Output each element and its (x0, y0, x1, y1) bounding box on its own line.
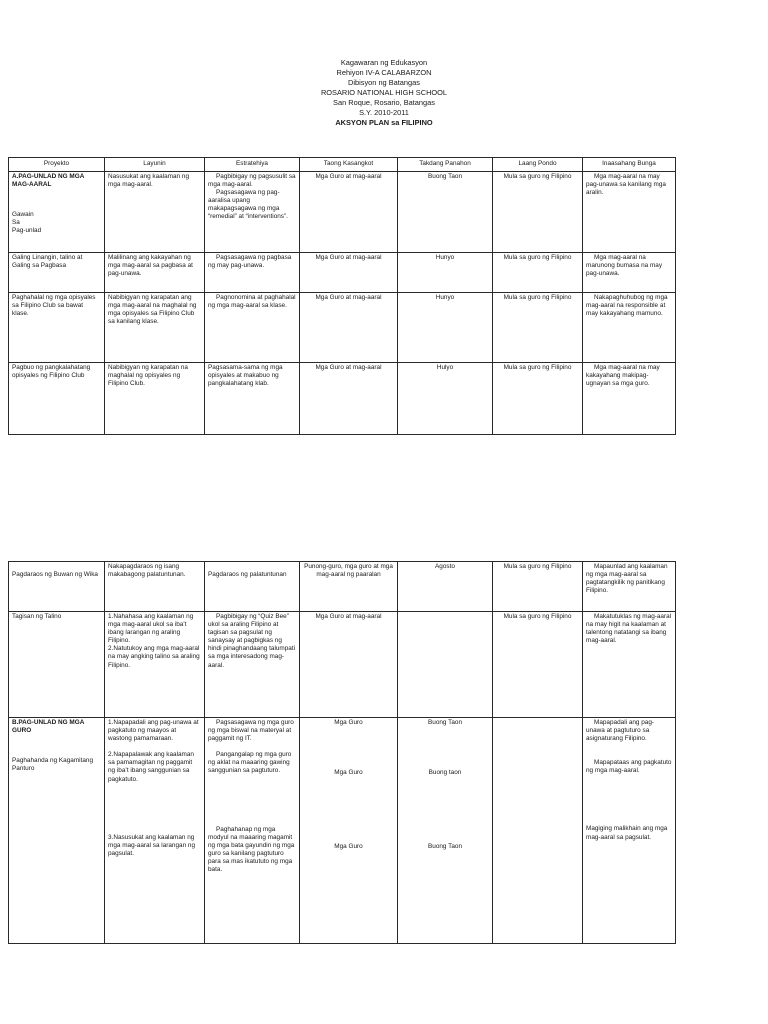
table-row (9, 293, 676, 363)
cell-laang-pondo: Mula sa guro ng Filipino (493, 293, 583, 363)
cell-estratehiya: Pagsasama-sama ng mga opisyales at makabuo ng pangkalahatang klab. (205, 363, 300, 435)
col-header-inaasahang-bunga: Inaasahang Bunga (583, 158, 676, 172)
cell-inaasahang-bunga: Mga mag-aaral na marunong bumasa na may pag-unawa. (583, 253, 676, 293)
table-row (9, 718, 676, 944)
division-line: Dibisyon ng Batangas (348, 78, 420, 87)
cell-takdang-panahon: Hunyo (398, 253, 493, 293)
cell-layunin: Nabibigyan ng karapatan na maghalal ng opisyales ng Filipino Club. (105, 363, 205, 435)
cell-layunin: Malilinang ang kakayahan ng mga mag-aaral sa pagbasa at pag-unawa. (105, 253, 205, 293)
cell-proyekto: Pagdaraos ng Buwan ng Wika (9, 562, 105, 612)
cell-proyekto: Paghahalal ng mga opisyales sa Filipino Club sa bawat klase. (9, 293, 105, 363)
table-row (9, 562, 676, 612)
cell-proyekto: Pagbuo ng pangkalahatang opisyales ng Filipino Club (9, 363, 105, 435)
cell-taong-kasangkot: Mga Guro at mag-aaral (300, 253, 398, 293)
cell-inaasahang-bunga: Mga mag-aaral na may kakayahang makipag-ugnayan sa mga guro. (583, 363, 676, 435)
table-row (9, 253, 676, 293)
col-header-estratehiya: Estratehiya (205, 158, 300, 172)
cell-laang-pondo: Mula sa guro ng Filipino (493, 562, 583, 612)
cell-taong-kasangkot: Mga Guro at mag-aaral (300, 363, 398, 435)
school-address: San Roque, Rosario, Batangas (333, 98, 435, 107)
cell-layunin: Nasusukat ang kaalaman ng mga mag-aaral. (105, 172, 205, 253)
cell-laang-pondo: Mula sa guro ng Filipino (493, 253, 583, 293)
col-header-proyekto: Proyekto (9, 158, 105, 172)
table-header-row (9, 158, 676, 172)
action-plan-table-1 (8, 157, 676, 435)
cell-laang-pondo: Mula sa guro ng Filipino (493, 172, 583, 253)
cell-estratehiya: Pagbibigay ng “Quiz Bee” ukol sa araling Filipino at tagisan sa pagsulat ng sanaysay at pagbigkas ng hindi pinaghandaang talumpati sa mga interesadong mag-aaral. (205, 612, 300, 718)
cell-layunin: Nakapagdaraos ng isang makabagong palatuntunan. (105, 562, 205, 612)
cell-proyekto: Tagisan ng Talino (9, 612, 105, 718)
col-header-laang-pondo: Laang Pondo (493, 158, 583, 172)
cell-estratehiya: Pagsasagawa ng pagbasa ng may pag-unawa. (205, 253, 300, 293)
cell-takdang-panahon: Hulyo (398, 363, 493, 435)
action-plan-table-2 (8, 561, 676, 944)
cell-taong-kasangkot: Punong-guro, mga guro at mga mag-aaral ng paaralan (300, 562, 398, 612)
cell-inaasahang-bunga: Mapapadali ang pag-unawa at pagtuturo sa asignaturang Filipino. Mapapataas ang pagkatuto ng mga mag-aaral. Magiging malikhain ang mga mag-aaral sa pagsulat. (583, 718, 676, 944)
region-line: Rehiyon IV-A CALABARZON (336, 68, 432, 77)
school-name: ROSARIO NATIONAL HIGH SCHOOL (320, 88, 448, 97)
cell-layunin: 1.Nahahasa ang kaalaman ng mga mag-aaral ukol sa iba’t ibang larangan ng araling Filipino. 2.Natutukoy ang mga mag-aaral na may angking talino sa araling Filipino. (105, 612, 205, 718)
cell-takdang-panahon: Hunyo (398, 293, 493, 363)
cell-proyekto: B.PAG-UNLAD NG MGA GURO Paghahanda ng Kagamitang Panturo (9, 718, 105, 944)
cell-taong-kasangkot: Mga Guro at mag-aaral (300, 172, 398, 253)
table-row (9, 612, 676, 718)
cell-takdang-panahon: Buong Taon Buong taon Buong Taon (398, 718, 493, 944)
cell-takdang-panahon (398, 612, 493, 718)
cell-laang-pondo (493, 718, 583, 944)
cell-layunin: 1.Napapadali ang pag-unawa at pagkatuto ng maayos at wastong pamamaraan. 2.Napapalawak ang kaalaman sa pamamagitan ng paggamit ng iba’t ibang sanggunian sa pagkatuto. 3.Nasusukat ang kaalaman ng mga mag-aaral sa larangan ng pagsulat. (105, 718, 205, 944)
cell-inaasahang-bunga: Mga mag-aaral na may pag-unawa sa kanilang mga aralin. (583, 172, 676, 253)
department-line: Kagawaran ng Edukasyon (340, 58, 428, 67)
cell-estratehiya: Pagbibigay ng pagsusulit sa mga mag-aaral. Pagsasagawa ng pag-aaralisa upang makapagsagawa ng mga “remedial” at “interventions”. (205, 172, 300, 253)
school-year: S.Y. 2010-2011 (359, 108, 409, 117)
cell-takdang-panahon: Buong Taon (398, 172, 493, 253)
col-header-taong-kasangkot: Taong Kasangkot (300, 158, 398, 172)
cell-inaasahang-bunga: Makatutuklas ng mag-aaral na may higit na kaalaman at talentong natatangi sa ibang mag-aaral. (583, 612, 676, 718)
cell-taong-kasangkot: Mga Guro Mga Guro Mga Guro (300, 718, 398, 944)
table-row (9, 172, 676, 253)
cell-inaasahang-bunga: Mapaunlad ang kaalaman ng mga mag-aaral sa pagtatangkilik ng panitikang Filipino. (583, 562, 676, 612)
col-header-layunin: Layunin (105, 158, 205, 172)
cell-takdang-panahon: Agosto (398, 562, 493, 612)
cell-estratehiya: Pagnonomina at paghahalal ng mga mag-aaral sa klase. (205, 293, 300, 363)
cell-laang-pondo: Mula sa guro ng Filipino (493, 363, 583, 435)
table-row (9, 363, 676, 435)
cell-estratehiya: Pagdaraos ng palatuntunan (205, 562, 300, 612)
cell-estratehiya: Pagsasagawa ng mga guro ng mga biswal na materyal at paggamit ng IT. Pangangalap ng mga guro ng aklat na maaaring gawing sanggunian sa pagtuturo. Paghahanap ng mga modyul na maaaring magamit ng mga bata gayundin ng mga guro sa kanilang pagtuturo para sa mas ikatututo ng mga bata. (205, 718, 300, 944)
cell-proyekto: Galing Linangin, talino at Galing sa Pagbasa (9, 253, 105, 293)
cell-taong-kasangkot: Mga Guro at mag-aaral (300, 293, 398, 363)
col-header-takdang-panahon: Takdang Panahon (398, 158, 493, 172)
cell-inaasahang-bunga: Nakapaghuhubog ng mga mag-aaral na responsible at may kakayahang mamuno. (583, 293, 676, 363)
document-header (0, 58, 768, 128)
cell-laang-pondo: Mula sa guro ng Filipino (493, 612, 583, 718)
cell-taong-kasangkot: Mga Guro at mag-aaral (300, 612, 398, 718)
document-title: AKSYON PLAN sa FILIPINO (335, 118, 433, 127)
cell-proyekto: A.PAG-UNLAD NG MGA MAG-AARAL Gawain Sa Pag-unlad (9, 172, 105, 253)
cell-layunin: Nabibigyan ng karapatan ang mga mag-aaral na maghalal ng mga opisyales sa Filipino Club sa kanilang klase. (105, 293, 205, 363)
